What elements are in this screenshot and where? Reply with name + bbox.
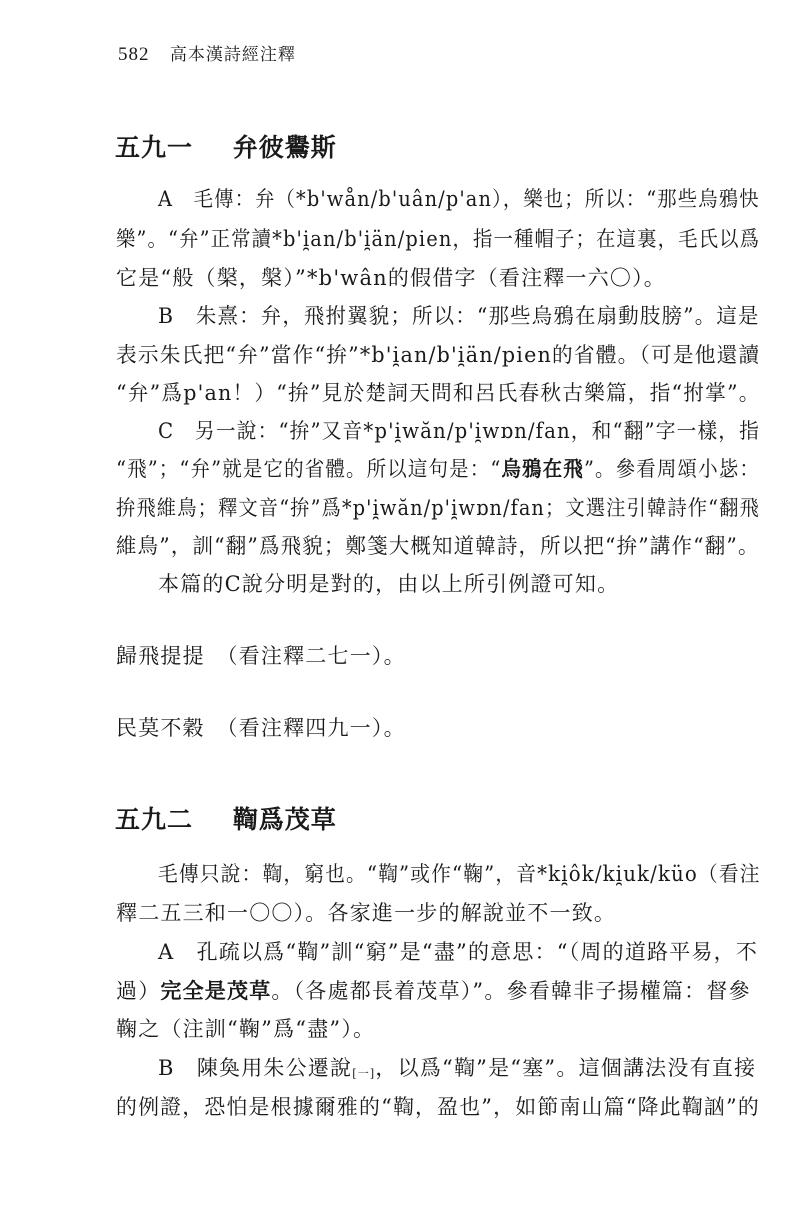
paragraph-line: 它是“般（槃，槃）”*b'wân的假借字（看注釋一六〇）。: [116, 266, 667, 290]
line-text: ”。參看周頌小毖：: [583, 457, 761, 481]
paragraph-line: 表示朱氏把“弁”當作“拚”*b'i̯an/b'i̯än/pien的省體。（可是他還讀: [116, 343, 761, 367]
section-heading-592: [115, 800, 337, 836]
paragraph-line: 釋二五三和一〇〇）。各家進一步的解說並不一致。: [116, 901, 617, 925]
line-text: ，以爲“鞫”是“塞”。這個講法没有直接: [375, 1056, 757, 1080]
paragraph-line: C 另一說：“拚”又音*p'i̯wăn/p'i̯wɒn/fan，和“翻”字一樣，指: [158, 419, 761, 443]
section-number: 五九二: [115, 805, 194, 834]
section-title: 弁彼鸒斯: [232, 133, 337, 162]
line-text: 。（各處都長着茂草）”。參看韓非子揚權篇：督參: [271, 979, 751, 1003]
line-text: “飛”；“弁”就是它的省體。所以這句是：“: [116, 457, 502, 481]
paragraph-line: 樂”。“弁”正常讀*b'i̯an/b'i̯än/pien，指一種帽子；在這裏，毛氏以爲: [116, 227, 761, 251]
paragraph-line: [116, 453, 760, 483]
verse-note: 歸飛提提 （看注釋二七一）。: [116, 644, 406, 668]
page-number: 582: [118, 44, 150, 65]
book-title: 高本漢詩經注釋: [169, 45, 296, 65]
paragraph-line: 本篇的C說分明是對的，由以上所引例證可知。: [158, 572, 620, 596]
paragraph-line: [116, 975, 751, 1005]
paragraph-line: 維鳥”，訓“翻”爲飛貌；鄭箋大概知道韓詩，所以把“拚”講作“翻”。: [116, 534, 760, 558]
section-heading-591: [115, 128, 337, 164]
verse-note: 民莫不穀 （看注釋四九一）。: [116, 716, 406, 740]
paragraph-line: 毛傳只說：鞫，窮也。“鞫”或作“鞠”，音*ki̯ôk/ki̯uk/küo（看注: [158, 862, 761, 886]
paragraph-line: 鞠之（注訓“鞠”爲“盡”）。: [116, 1017, 376, 1041]
paragraph-line: 拚飛維鳥；釋文音“拚”爲*p'i̯wăn/p'i̯wɒn/fan；文選注引韓詩作“翻飛: [116, 496, 760, 520]
paragraph-line: B 朱熹：弁，飛拊翼貌；所以：“那些烏鴉在扇動肢膀”。這是: [158, 304, 760, 328]
line-text: 過）: [116, 979, 161, 1003]
emphasis-text: 完全是茂草: [160, 979, 272, 1003]
paragraph-line: A 毛傳：弁（*b'wån/b'uân/p'an），樂也；所以：“那些烏鴉快: [158, 187, 760, 211]
footnote-marker: [一]: [352, 1067, 376, 1080]
running-head: [118, 40, 296, 66]
paragraph-line: “弁”爲p'an！）“拚”見於楚詞天問和呂氏春秋古樂篇，指“拊掌”。: [116, 381, 761, 405]
section-title: 鞫爲茂草: [232, 805, 337, 834]
paragraph-line: [158, 1052, 756, 1082]
line-text: B 陳奐用朱公遷說: [158, 1056, 353, 1080]
paragraph-line: 的例證，恐怕是根據爾雅的“鞫，盈也”，如節南山篇“降此鞫訩”的: [116, 1095, 760, 1119]
paragraph-line: A 孔疏以爲“鞫”訓“窮”是“盡”的意思：“（周的道路平易，不: [158, 940, 759, 964]
section-number: 五九一: [115, 133, 194, 162]
emphasis-text: 烏鴉在飛: [501, 457, 584, 481]
